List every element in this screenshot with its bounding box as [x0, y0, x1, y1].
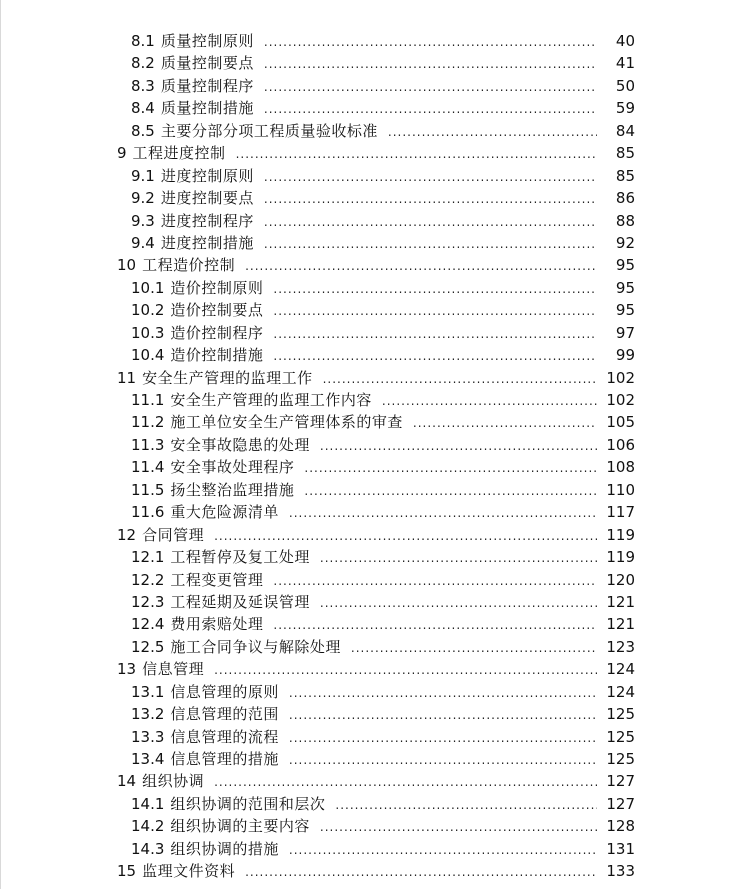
- toc-entry-title: 造价控制措施: [170, 346, 264, 365]
- toc-entry-page-number: 124: [606, 682, 635, 701]
- toc-entry-title: 质量控制程序: [160, 76, 254, 95]
- toc-entry-page-number: 40: [615, 32, 635, 50]
- dot-leader: [245, 255, 597, 277]
- toc-entry-number: 11: [117, 368, 137, 387]
- dot-leader: [388, 121, 597, 143]
- toc-entry-title: 安全事故处理程序: [170, 458, 295, 477]
- dot-leader: [304, 480, 597, 502]
- toc-entry-title: 造价控制要点: [170, 301, 264, 320]
- dot-leader: [264, 53, 597, 75]
- toc-entry-number: 10: [117, 256, 137, 275]
- toc-entry-title: 组织协调的措施: [170, 839, 279, 858]
- toc-entry[interactable]: [1, 120, 741, 142]
- toc-entry-page-number: 128: [606, 817, 635, 836]
- toc-entry-page-number: 102: [606, 391, 635, 409]
- toc-entry-page-number: 95: [615, 278, 635, 297]
- toc-entry-number: 10.1: [131, 278, 165, 297]
- dot-leader: [264, 188, 597, 210]
- toc-entry-title: 信息管理的流程: [170, 727, 279, 746]
- dot-leader: [273, 323, 597, 345]
- toc-entry[interactable]: [1, 299, 741, 321]
- toc-entry-number: 13.2: [131, 705, 165, 724]
- toc-entry-title: 安全生产管理的监理工作: [142, 368, 313, 387]
- toc-entry[interactable]: [1, 636, 741, 658]
- toc-entry-number: 12.1: [131, 548, 165, 567]
- toc-entry-number: 14.2: [131, 817, 165, 836]
- toc-entry-number: 11.2: [131, 413, 165, 432]
- toc-entry[interactable]: [1, 524, 741, 546]
- toc-entry-title: 施工合同争议与解除处理: [170, 637, 341, 656]
- dot-leader: [351, 637, 597, 659]
- toc-entry-number: 14.1: [131, 794, 165, 813]
- dot-leader: [236, 143, 597, 165]
- dot-leader: [289, 704, 597, 726]
- toc-entry-title: 施工单位安全生产管理体系的审查: [170, 413, 403, 432]
- dot-leader: [289, 727, 597, 749]
- dot-leader: [214, 659, 597, 681]
- toc-entry-number: 10.2: [131, 301, 165, 320]
- toc-entry-title: 合同管理: [142, 525, 205, 544]
- toc-entry-title: 工程暂停及复工处理: [170, 548, 310, 567]
- toc-entry-number: 9.2: [131, 189, 155, 208]
- dot-leader: [245, 861, 597, 883]
- toc-entry-title: 安全生产管理的监理工作内容: [170, 391, 372, 409]
- toc-entry-page-number: 127: [606, 794, 635, 813]
- toc-entry[interactable]: [1, 748, 741, 770]
- dot-leader: [289, 502, 597, 524]
- toc-entry-title: 组织协调的主要内容: [170, 817, 310, 836]
- toc-entry[interactable]: [1, 546, 741, 568]
- dot-leader: [413, 412, 597, 434]
- dot-leader: [273, 345, 597, 367]
- dot-leader: [273, 614, 597, 636]
- toc-entry-page-number: 110: [606, 480, 635, 499]
- toc-entry[interactable]: [1, 30, 741, 52]
- toc-entry-title: 工程变更管理: [170, 570, 264, 589]
- toc-entry-title: 造价控制原则: [170, 278, 264, 297]
- toc-entry-title: 工程延期及延误管理: [170, 592, 310, 611]
- dot-leader: [264, 31, 597, 53]
- toc-entry-page-number: 95: [615, 301, 635, 320]
- toc-entry-page-number: 106: [606, 435, 635, 454]
- toc-entry-page-number: 92: [615, 233, 635, 252]
- toc-entry-page-number: 121: [606, 615, 635, 634]
- toc-entry-title: 扬尘整治监理措施: [170, 480, 295, 499]
- toc-entry[interactable]: [1, 658, 741, 680]
- toc-entry-number: 8.2: [131, 54, 155, 73]
- toc-entry[interactable]: [1, 434, 741, 456]
- toc-entry-number: 12.5: [131, 637, 165, 656]
- toc-entry[interactable]: [1, 277, 741, 299]
- toc-entry[interactable]: [1, 210, 741, 232]
- dot-leader: [320, 435, 597, 457]
- dot-leader: [264, 233, 597, 255]
- toc-entry-number: 12.4: [131, 615, 165, 634]
- toc-entry-number: 10.3: [131, 323, 165, 342]
- dot-leader: [273, 300, 597, 322]
- toc-entry-page-number: 108: [606, 458, 635, 477]
- toc-entry-title: 信息管理的范围: [170, 705, 279, 724]
- dot-leader: [335, 794, 597, 816]
- dot-leader: [214, 525, 597, 547]
- toc-entry-number: 13.1: [131, 682, 165, 701]
- toc-entry-number: 12: [117, 525, 137, 544]
- toc-entry-title: 费用索赔处理: [170, 615, 264, 634]
- toc-entry[interactable]: [1, 838, 741, 860]
- toc-entry-number: 11.3: [131, 435, 165, 454]
- toc-entry[interactable]: [1, 142, 741, 164]
- dot-leader: [264, 76, 597, 98]
- table-of-contents: [1, 30, 741, 883]
- toc-entry-page-number: 102: [606, 368, 635, 387]
- toc-entry-page-number: 133: [606, 862, 635, 881]
- dot-leader: [323, 368, 597, 390]
- toc-entry[interactable]: [1, 770, 741, 792]
- toc-entry-title: 进度控制程序: [160, 211, 254, 230]
- toc-entry-page-number: 125: [606, 750, 635, 768]
- toc-entry-title: 信息管理的原则: [170, 682, 279, 701]
- dot-leader: [320, 547, 597, 569]
- dot-leader: [289, 749, 597, 771]
- toc-entry-number: 8.1: [131, 32, 155, 50]
- toc-entry-number: 9.1: [131, 166, 155, 185]
- toc-entry-title: 造价控制程序: [170, 323, 264, 342]
- toc-entry-number: 14.3: [131, 839, 165, 858]
- toc-entry-page-number: 85: [615, 166, 635, 185]
- toc-entry[interactable]: [1, 389, 741, 411]
- toc-entry-title: 监理文件资料: [142, 862, 236, 881]
- toc-entry-title: 重大危险源清单: [170, 503, 279, 522]
- toc-entry[interactable]: [1, 411, 741, 433]
- toc-entry[interactable]: [1, 187, 741, 209]
- toc-entry-number: 12.2: [131, 570, 165, 589]
- toc-entry[interactable]: [1, 726, 741, 748]
- toc-entry[interactable]: [1, 793, 741, 815]
- toc-entry-number: 11.1: [131, 391, 165, 409]
- toc-entry-title: 质量控制措施: [160, 99, 254, 118]
- toc-entry-page-number: 105: [606, 413, 635, 432]
- toc-entry-number: 8.5: [131, 121, 155, 140]
- toc-entry-title: 工程造价控制: [142, 256, 236, 275]
- dot-leader: [273, 278, 597, 300]
- toc-entry[interactable]: [1, 344, 741, 366]
- toc-entry-title: 安全事故隐患的处理: [170, 435, 310, 454]
- toc-entry-page-number: 120: [606, 570, 635, 589]
- toc-entry-title: 主要分部分项工程质量验收标准: [160, 121, 378, 140]
- toc-entry-title: 进度控制原则: [160, 166, 254, 185]
- toc-entry-title: 组织协调: [142, 772, 205, 791]
- toc-entry-page-number: 41: [615, 54, 635, 73]
- toc-entry-number: 15: [117, 862, 137, 881]
- toc-entry-title: 进度控制措施: [160, 233, 254, 252]
- toc-entry[interactable]: [1, 165, 741, 187]
- toc-entry[interactable]: [1, 591, 741, 613]
- toc-entry-title: 信息管理的措施: [170, 750, 279, 768]
- toc-entry[interactable]: [1, 479, 741, 501]
- toc-entry[interactable]: [1, 322, 741, 344]
- toc-entry-page-number: 119: [606, 548, 635, 567]
- toc-entry-number: 13.3: [131, 727, 165, 746]
- toc-entry-page-number: 85: [615, 144, 635, 163]
- toc-entry-page-number: 131: [606, 839, 635, 858]
- toc-entry[interactable]: [1, 97, 741, 119]
- toc-entry-number: 13.4: [131, 750, 165, 768]
- toc-entry[interactable]: [1, 367, 741, 389]
- toc-entry-number: 9.4: [131, 233, 155, 252]
- toc-entry-page-number: 124: [606, 660, 635, 679]
- toc-entry-number: 10.4: [131, 346, 165, 365]
- toc-entry[interactable]: [1, 681, 741, 703]
- dot-leader: [264, 166, 597, 188]
- dot-leader: [304, 457, 597, 479]
- toc-entry-page-number: 125: [606, 705, 635, 724]
- toc-entry-number: 13: [117, 660, 137, 679]
- toc-entry-page-number: 117: [606, 503, 635, 522]
- toc-entry-page-number: 123: [606, 637, 635, 656]
- toc-entry-page-number: 59: [615, 99, 635, 118]
- toc-entry-number: 8.3: [131, 76, 155, 95]
- dot-leader: [289, 682, 597, 704]
- toc-entry[interactable]: [1, 52, 741, 74]
- toc-entry-page-number: 84: [615, 121, 635, 140]
- toc-entry-page-number: 127: [606, 772, 635, 791]
- dot-leader: [320, 816, 597, 838]
- toc-entry-number: 11.4: [131, 458, 165, 477]
- toc-entry[interactable]: [1, 232, 741, 254]
- toc-entry-page-number: 88: [615, 211, 635, 230]
- dot-leader: [382, 390, 597, 412]
- dot-leader: [289, 839, 597, 861]
- toc-entry-page-number: 97: [615, 323, 635, 342]
- toc-entry[interactable]: [1, 703, 741, 725]
- toc-entry[interactable]: [1, 456, 741, 478]
- toc-entry-number: 11.5: [131, 480, 165, 499]
- toc-entry-number: 8.4: [131, 99, 155, 118]
- toc-entry-number: 9: [117, 144, 127, 163]
- toc-entry-title: 组织协调的范围和层次: [170, 794, 326, 813]
- toc-entry-page-number: 95: [615, 256, 635, 275]
- toc-entry-number: 9.3: [131, 211, 155, 230]
- toc-entry[interactable]: [1, 815, 741, 837]
- toc-entry-page-number: 99: [615, 346, 635, 365]
- toc-entry[interactable]: [1, 501, 741, 523]
- toc-entry-title: 信息管理: [142, 660, 205, 679]
- toc-entry[interactable]: [1, 613, 741, 635]
- toc-entry-number: 12.3: [131, 592, 165, 611]
- toc-entry-title: 工程进度控制: [132, 144, 226, 163]
- toc-entry[interactable]: [1, 860, 741, 882]
- toc-entry-title: 质量控制原则: [160, 32, 254, 50]
- toc-entry[interactable]: [1, 75, 741, 97]
- toc-entry-page-number: 121: [606, 592, 635, 611]
- toc-entry-number: 11.6: [131, 503, 165, 522]
- toc-entry-page-number: 50: [615, 76, 635, 95]
- dot-leader: [264, 98, 597, 120]
- dot-leader: [214, 771, 597, 793]
- toc-entry-title: 进度控制要点: [160, 189, 254, 208]
- toc-entry-page-number: 119: [606, 525, 635, 544]
- toc-entry-page-number: 125: [606, 727, 635, 746]
- toc-entry[interactable]: [1, 254, 741, 276]
- toc-entry-title: 质量控制要点: [160, 54, 254, 73]
- toc-entry[interactable]: [1, 569, 741, 591]
- toc-entry-number: 14: [117, 772, 137, 791]
- dot-leader: [320, 592, 597, 614]
- dot-leader: [273, 570, 597, 592]
- dot-leader: [264, 211, 597, 233]
- toc-entry-page-number: 86: [615, 189, 635, 208]
